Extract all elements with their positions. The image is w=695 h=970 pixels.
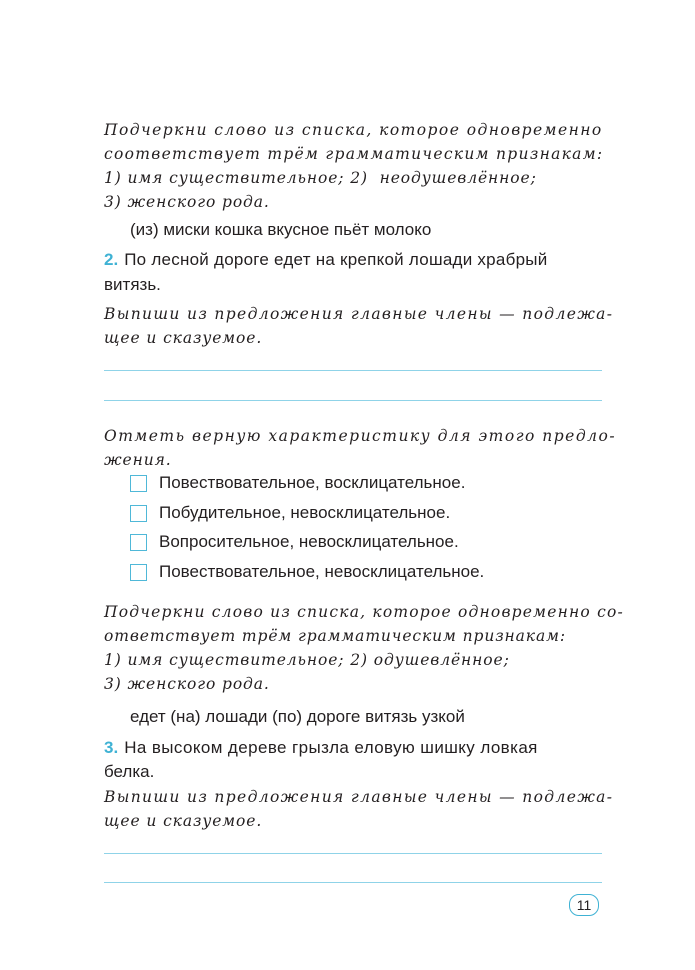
instruction-line: Отметь верную характеристику для этого предло- bbox=[104, 427, 617, 445]
instruction-line: жения. bbox=[104, 451, 172, 469]
answer-line[interactable] bbox=[104, 882, 602, 883]
instruction-line: Выпиши из предложения главные члены — подлежа- bbox=[104, 788, 614, 806]
instruction-line: 1) имя существительное; 2) одушевлённое; bbox=[104, 651, 510, 669]
page-number: 11 bbox=[569, 894, 599, 916]
instruction-line: щее и сказуемое. bbox=[104, 329, 263, 347]
task-2-sentence bbox=[104, 247, 604, 272]
task-3-sentence bbox=[104, 735, 604, 760]
underline-instruction-1 bbox=[104, 118, 604, 214]
answer-line[interactable] bbox=[104, 400, 602, 401]
option-label: Повествовательное, невосклицательное. bbox=[159, 562, 485, 581]
extract-instruction-3 bbox=[104, 785, 614, 833]
checkbox[interactable] bbox=[130, 475, 147, 492]
task-2-sentence-cont: витязь. bbox=[104, 275, 161, 294]
instruction-line: Подчеркни слово из списка, которое одновременно bbox=[104, 121, 603, 139]
option-label: Побудительное, невосклицательное. bbox=[159, 503, 451, 522]
checkbox[interactable] bbox=[130, 534, 147, 551]
instruction-line: 3) женского рода. bbox=[104, 193, 270, 211]
checkbox[interactable] bbox=[130, 505, 147, 522]
answer-line[interactable] bbox=[104, 370, 602, 371]
task-number: 2. bbox=[104, 250, 119, 269]
extract-instruction-2 bbox=[104, 302, 614, 350]
characteristic-instruction bbox=[104, 424, 617, 472]
sentence-text: На высоком дереве грызла еловую шишку ловкая bbox=[124, 738, 538, 757]
option-label: Вопросительное, невосклицательное. bbox=[159, 532, 459, 551]
option-label: Повествовательное, восклицательное. bbox=[159, 473, 466, 492]
word-list-2: едет (на) лошади (по) дороге витязь узкой bbox=[130, 707, 465, 726]
instruction-line: 3) женского рода. bbox=[104, 675, 270, 693]
instruction-line: щее и сказуемое. bbox=[104, 812, 263, 830]
instruction-line: соответствует трём грамматическим признакам: bbox=[104, 145, 604, 163]
word-list-1: (из) миски кошка вкусное пьёт молоко bbox=[130, 220, 432, 239]
underline-instruction-2 bbox=[104, 600, 624, 696]
task-3-sentence-cont: белка. bbox=[104, 762, 155, 781]
checkbox[interactable] bbox=[130, 564, 147, 581]
instruction-line: ответствует трём грамматическим признакам: bbox=[104, 627, 566, 645]
answer-line[interactable] bbox=[104, 853, 602, 854]
task-number: 3. bbox=[104, 738, 119, 757]
instruction-line: 1) имя существительное; 2) неодушевлённое; bbox=[104, 169, 537, 187]
instruction-line: Подчеркни слово из списка, которое одновременно со- bbox=[104, 603, 624, 621]
instruction-line: Выпиши из предложения главные члены — подлежа- bbox=[104, 305, 614, 323]
sentence-text: По лесной дороге едет на крепкой лошади храбрый bbox=[124, 250, 548, 269]
